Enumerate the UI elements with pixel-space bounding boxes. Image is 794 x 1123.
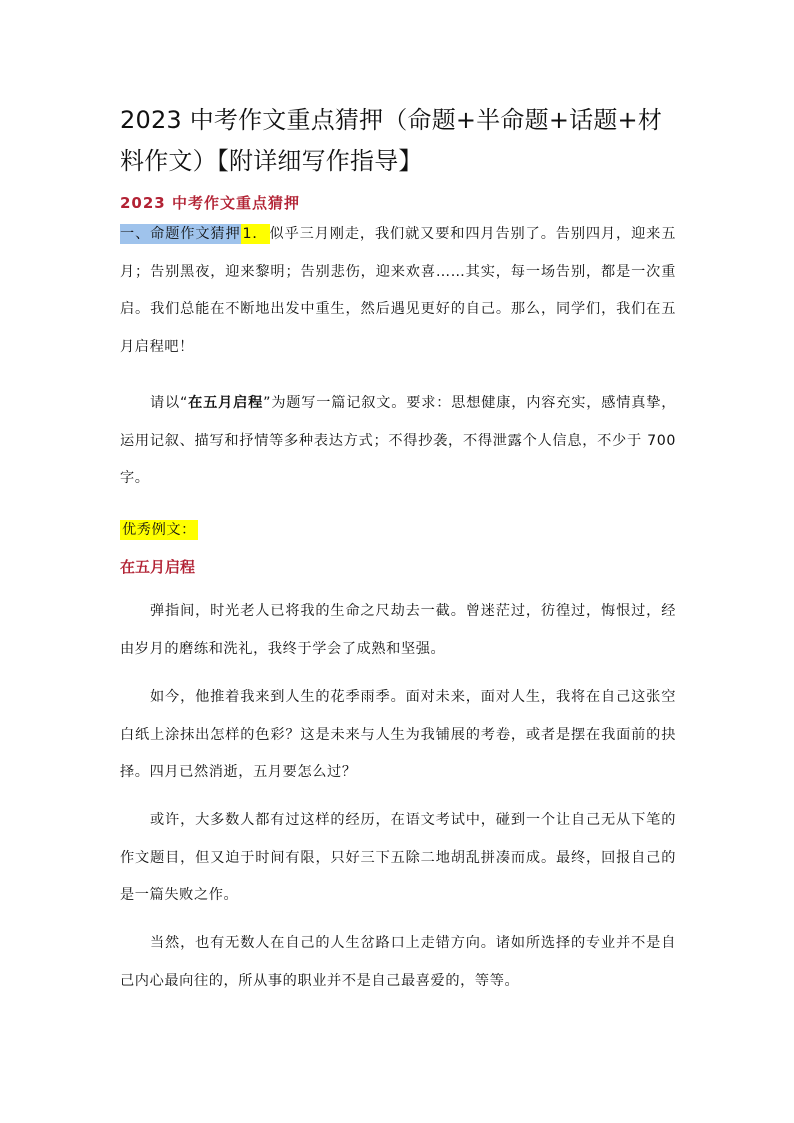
essay-paragraph: 或许，大多数人都有过这样的经历，在语文考试中，碰到一个让自己无从下笔的作文题目，但又迫于时间有限，只好三下五除二地胡乱拼凑而成。最终，回报自己的是一篇失败之作。 xyxy=(120,812,676,903)
essay-paragraph: 当然，也有无数人在自己的人生岔路口上走错方向。诸如所选择的专业并不是自己内心最向往的，所从事的职业并不是自己最喜爱的，等等。 xyxy=(120,935,676,989)
essay-title: 在五月启程 xyxy=(120,558,196,576)
item-number-highlight: 1． xyxy=(242,226,268,242)
prompt-paragraph-2 xyxy=(120,385,676,498)
prompt-text: 似乎三月刚走，我们就又要和四月告别了。告别四月，迎来五月；告别黑夜，迎来黎明；告别悲伤，迎来欢喜……其实，每一场告别，都是一次重启。我们总能在不断地出发中重生，然后遇见更好的自己。那么，同学们，我们在五月启程吧！ xyxy=(120,226,677,355)
prompt-requirement-start: 请以“ xyxy=(150,395,188,411)
excellent-essay-label xyxy=(120,512,676,550)
prompt-requirement-rest: ”为题写一篇记叙文。要求：思想健康，内容充实，感情真挚，运用记叙、描写和抒情等多种表达方式；不得抄袭，不得泄露个人信息，不少于 700 字。 xyxy=(120,395,676,486)
section-label-highlight: 一、命题作文猜押 xyxy=(120,226,241,242)
excellent-label-highlight: 优秀例文： xyxy=(122,522,196,538)
essay-paragraph: 如今，他推着我来到人生的花季雨季。面对未来，面对人生，我将在自己这张空白纸上涂抹出怎样的色彩？这是未来与人生为我铺展的考卷，或者是摆在我面前的抉择。四月已然消逝，五月要怎么过？ xyxy=(120,689,676,780)
prompt-topic: 在五月启程 xyxy=(187,395,264,411)
essay-paragraph: 弹指间，时光老人已将我的生命之尺劫去一截。曾迷茫过，彷徨过，悔恨过，经由岁月的磨练和洗礼，我终于学会了成熟和坚强。 xyxy=(120,603,676,657)
document-title: 2023 中考作文重点猜押（命题+半命题+话题+材料作文）【附详细写作指导】 xyxy=(120,106,663,175)
prompt-paragraph-1 xyxy=(120,216,676,366)
section-subhead: 2023 中考作文重点猜押 xyxy=(120,194,300,212)
